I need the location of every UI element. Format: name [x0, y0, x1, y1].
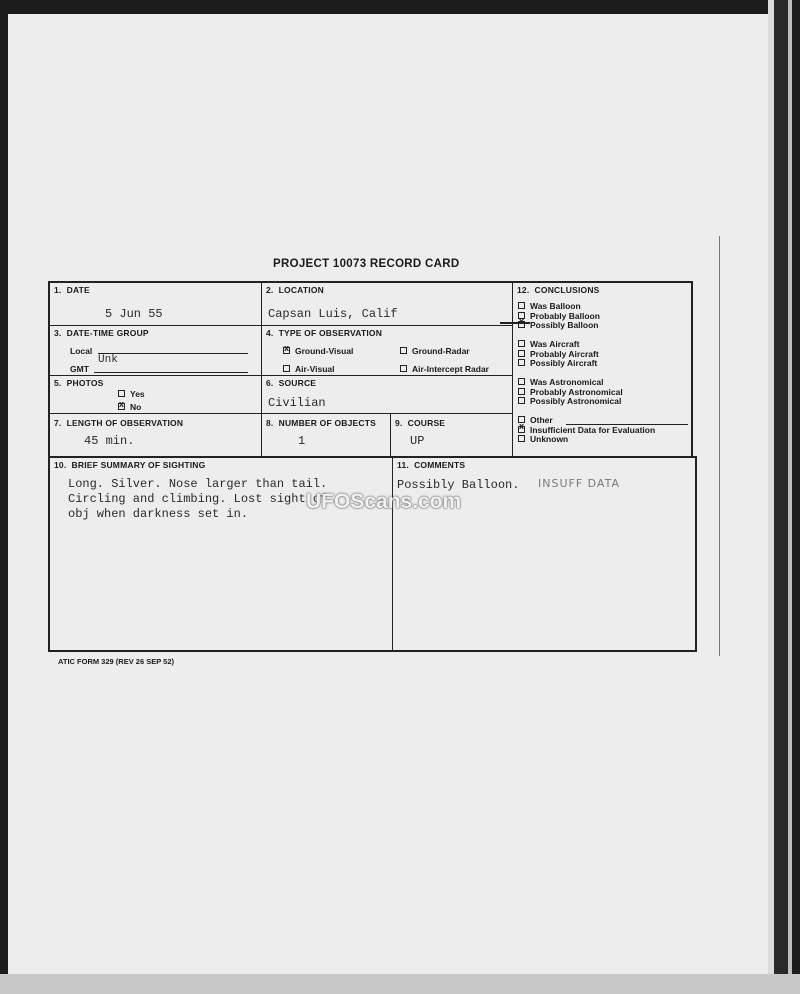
conclusion-was-balloon: Was Balloon: [518, 302, 600, 312]
conclusions-group-balloon: [518, 302, 600, 331]
dtg-local-label: Local: [70, 346, 93, 356]
type-option-ground-visual: xGround-Visual: [283, 346, 353, 356]
checkbox: [118, 390, 125, 397]
dtg-local-value: Unk: [98, 354, 118, 366]
objects-value: 1: [298, 434, 306, 448]
col-divider-2: [512, 281, 513, 456]
course-value: UP: [410, 434, 425, 448]
comments-typed: Possibly Balloon.: [397, 478, 520, 492]
date-value: 5 Jun 55: [105, 307, 163, 321]
course-label: 9. COURSE: [395, 418, 446, 428]
dtg-gmt-label: GMT: [70, 364, 89, 374]
summary-text: [68, 477, 327, 522]
length-label: 7. LENGTH OF OBSERVATION: [54, 418, 184, 428]
checkbox: [283, 365, 290, 372]
source-label: 6. SOURCE: [266, 378, 317, 388]
conclusion-insufficient-data: xInsufficient Data for Evaluation: [518, 426, 655, 436]
location-label: 2. LOCATION: [266, 285, 324, 295]
objects-label: 8. NUMBER OF OBJECTS: [266, 418, 376, 428]
date-label: 1. DATE: [54, 285, 90, 295]
conclusion-was-aircraft: Was Aircraft: [518, 340, 599, 350]
checkbox-checked: [518, 426, 525, 433]
table-left-border: [48, 281, 50, 651]
checkbox: [518, 435, 525, 442]
col-divider-course: [390, 413, 391, 456]
table-right-border-upper: [691, 281, 693, 456]
dtg-local-line: [98, 353, 248, 354]
conclusion-probably-balloon: Probably Balloon: [518, 312, 600, 322]
col-divider-1: [261, 281, 262, 456]
pen-mark-arrow: [500, 322, 530, 324]
summary-line: Circling and climbing. Lost sight of: [68, 492, 328, 506]
photos-label: 5. PHOTOS: [54, 378, 104, 388]
scanner-edge: [768, 0, 800, 994]
scanner-bottom: [0, 974, 800, 994]
conclusion-unknown: Unknown: [518, 435, 655, 445]
type-label: 4. TYPE OF OBSERVATION: [266, 328, 383, 338]
checkbox: [518, 340, 525, 347]
photos-no: xNo: [118, 402, 141, 412]
checkbox: [518, 359, 525, 366]
conclusions-group-astronomical: [518, 378, 623, 407]
conclusion-other: Other: [518, 416, 655, 426]
row-divider-2: [48, 375, 512, 376]
location-value: Capsan Luis, Calif: [268, 307, 398, 321]
source-value: Civilian: [268, 396, 326, 410]
checkbox: [400, 347, 407, 354]
conclusion-probably-astronomical: Probably Astronomical: [518, 388, 623, 398]
comments-handwritten: INSUFF DATA: [538, 477, 620, 490]
checkbox: [518, 388, 525, 395]
type-option-air-intercept-radar: Air-Intercept Radar: [400, 364, 489, 374]
dtg-label: 3. DATE-TIME GROUP: [54, 328, 149, 338]
conclusion-possibly-balloon: xPossibly Balloon: [518, 321, 600, 331]
row-divider-3: [48, 413, 512, 414]
table-bottom-border: [48, 650, 697, 652]
dtg-gmt-line: [94, 372, 248, 373]
card-title: PROJECT 10073 RECORD CARD: [273, 258, 460, 270]
conclusion-probably-aircraft: Probably Aircraft: [518, 350, 599, 360]
type-option-air-visual: Air-Visual: [283, 364, 335, 374]
conclusions-group-other: [518, 416, 655, 445]
page-crease: [719, 236, 720, 656]
checkbox: [518, 302, 525, 309]
summary-line: Long. Silver. Nose larger than tail.: [68, 477, 328, 491]
form-number: ATIC FORM 329 (REV 26 SEP 52): [58, 657, 175, 666]
conclusion-possibly-aircraft: Possibly Aircraft: [518, 359, 599, 369]
conclusion-was-astronomical: Was Astronomical: [518, 378, 623, 388]
checkbox-checked: [118, 403, 125, 410]
conclusion-possibly-astronomical: Possibly Astronomical: [518, 397, 623, 407]
conclusions-group-aircraft: [518, 340, 599, 369]
checkbox: [400, 365, 407, 372]
summary-label: 10. BRIEF SUMMARY OF SIGHTING: [54, 460, 206, 470]
length-value: 45 min.: [84, 434, 135, 448]
comments-label: 11. COMMENTS: [397, 460, 466, 470]
table-right-border-lower: [695, 456, 697, 651]
conclusions-label: 12. CONCLUSIONS: [517, 285, 600, 295]
photos-yes: Yes: [118, 389, 145, 399]
other-fill-line: [566, 424, 688, 425]
table-top-border: [48, 281, 692, 283]
checkbox: [518, 397, 525, 404]
checkbox: [518, 378, 525, 385]
row-divider-1: [48, 325, 512, 326]
watermark: UFOScans.com: [306, 490, 462, 513]
checkbox: [518, 350, 525, 357]
summary-line: obj when darkness set in.: [68, 507, 249, 521]
row-divider-summary: [48, 456, 697, 458]
type-option-ground-radar: Ground-Radar: [400, 346, 470, 356]
checkbox-checked: [283, 347, 290, 354]
col-divider-comments: [392, 456, 393, 651]
